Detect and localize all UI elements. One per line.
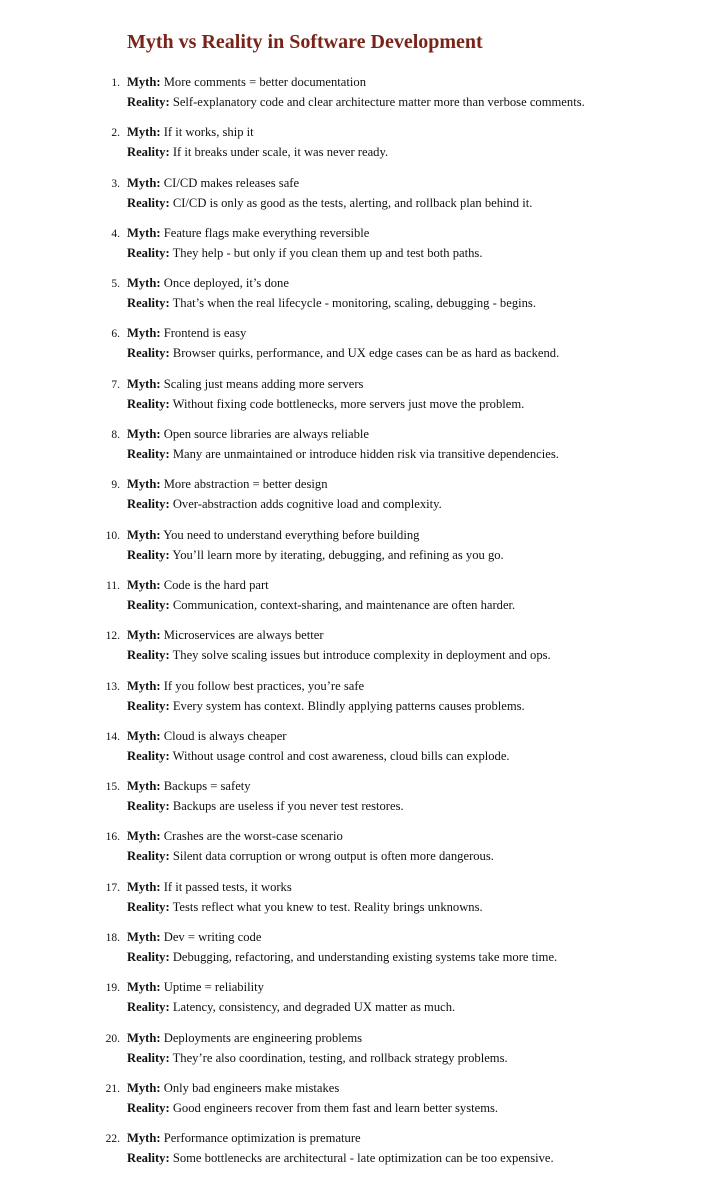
myth-label: Myth: [127,980,161,995]
myth-line [127,625,324,645]
reality-text: Communication, context-sharing, and maintenance are often harder. [172,597,516,612]
reality-line [127,696,525,716]
reality-label: Reality: [127,950,170,965]
reality-line [127,92,585,112]
myth-line [127,977,264,997]
myth-line [127,424,369,444]
myth-text: You need to understand everything before building [163,527,420,542]
myth-text: Scaling just means adding more servers [163,376,364,391]
reality-line [127,494,442,514]
reality-line [127,997,455,1017]
item-number: 3. [111,177,120,190]
myth-text: Crashes are the worst-case scenario [163,829,343,844]
myth-label: Myth: [127,125,161,140]
myth-line [127,1028,362,1048]
myth-line [127,474,328,494]
myth-line [127,72,366,92]
myth-line [127,1128,361,1148]
reality-text: They’re also coordination, testing, and rollback strategy problems. [172,1050,508,1065]
item-number: 12. [105,630,120,643]
reality-text: Without fixing code bottlenecks, more servers just move the problem. [172,396,525,411]
myth-text: Deployments are engineering problems [163,1030,363,1045]
myth-text: Cloud is always cheaper [163,728,287,743]
item-number: 14. [105,730,120,743]
myth-line [127,525,419,545]
myth-text: Open source libraries are always reliable [163,427,369,442]
myth-text: Backups = safety [163,779,251,794]
myth-line [127,374,363,394]
reality-line [127,746,510,766]
reality-label: Reality: [127,447,170,462]
reality-text: They solve scaling issues but introduce complexity in deployment and ops. [172,648,551,663]
myth-label: Myth: [127,1030,161,1045]
reality-line [127,394,524,414]
myth-line [127,122,254,142]
myth-line [127,273,289,293]
myth-label: Myth: [127,427,161,442]
reality-line [127,1098,498,1118]
item-number: 20. [105,1032,120,1045]
myth-label: Myth: [127,527,161,542]
reality-label: Reality: [127,1100,170,1115]
reality-text: Good engineers recover from them fast and learn better systems. [172,1100,499,1115]
myth-label: Myth: [127,879,161,894]
myth-text: Uptime = reliability [163,980,264,995]
reality-label: Reality: [127,396,170,411]
myth-line [127,927,261,947]
reality-label: Reality: [127,296,170,311]
reality-line [127,947,557,967]
reality-text: Tests reflect what you knew to test. Reality brings unknowns. [172,899,483,914]
reality-text: Debugging, refactoring, and understanding existing systems take more time. [172,950,558,965]
reality-text: Silent data corruption or wrong output is often more dangerous. [172,849,494,864]
list-item [0,1077,727,1127]
myth-label: Myth: [127,728,161,743]
reality-line [127,142,388,162]
myth-line [127,826,343,846]
reality-label: Reality: [127,1050,170,1065]
myth-label: Myth: [127,326,161,341]
myth-line [127,173,299,193]
myth-text: More abstraction = better design [163,477,328,492]
reality-text: If it breaks under scale, it was never ready. [172,145,389,160]
reality-text: Over-abstraction adds cognitive load and complexity. [172,497,442,512]
list-item [0,675,727,725]
myth-label: Myth: [127,75,161,89]
reality-label: Reality: [127,1151,170,1166]
myth-text: If you follow best practices, you’re safe [163,678,365,693]
reality-line [127,897,483,917]
list-item [0,172,727,222]
reality-text: That’s when the real lifecycle - monitoring, scaling, debugging - begins. [172,296,536,311]
myth-label: Myth: [127,175,161,190]
reality-line [127,1048,508,1068]
list-item [0,322,727,372]
myth-text: Dev = writing code [163,930,262,945]
myth-label: Myth: [127,225,161,240]
myth-text: Code is the hard part [163,577,269,592]
myth-label: Myth: [127,628,161,643]
myth-label: Myth: [127,477,161,492]
list-item [0,272,727,322]
reality-label: Reality: [127,799,170,814]
reality-text: Every system has context. Blindly applying patterns causes problems. [172,698,525,713]
myth-line [127,323,246,343]
list-item [0,574,727,624]
myth-text: Once deployed, it’s done [163,276,289,291]
item-number: 16. [105,831,120,844]
list-item [0,71,727,121]
myth-text: Only bad engineers make mistakes [163,1080,340,1095]
reality-label: Reality: [127,497,170,512]
reality-line [127,193,532,213]
reality-label: Reality: [127,748,170,763]
myth-line [127,1078,339,1098]
item-number: 15. [105,781,120,794]
reality-label: Reality: [127,346,170,361]
list-item [0,1127,727,1177]
list-item [0,775,727,825]
myth-label: Myth: [127,829,161,844]
myth-line [127,676,364,696]
myth-text: Feature flags make everything reversible [163,225,370,240]
myth-line [127,575,269,595]
reality-line [127,293,536,313]
reality-line [127,796,404,816]
list-item [0,373,727,423]
reality-label: Reality: [127,899,170,914]
reality-label: Reality: [127,648,170,663]
reality-label: Reality: [127,547,170,562]
item-number: 2. [111,127,120,140]
list-item [0,725,727,775]
reality-line [127,846,494,866]
item-number: 18. [105,932,120,945]
list-item [0,473,727,523]
reality-line [127,343,559,363]
list-item [0,423,727,473]
item-number: 11. [106,579,120,592]
reality-label: Reality: [127,95,170,109]
list-item [0,926,727,976]
item-number: 4. [111,227,120,240]
reality-text: Backups are useless if you never test restores. [172,799,404,814]
reality-text: Browser quirks, performance, and UX edge cases can be as hard as backend. [172,346,560,361]
list-item [0,222,727,272]
reality-line [127,595,515,615]
list-item [0,121,727,171]
reality-text: You’ll learn more by iterating, debugging, and refining as you go. [172,547,504,562]
reality-label: Reality: [127,245,170,260]
reality-line [127,545,504,565]
reality-label: Reality: [127,849,170,864]
reality-text: Some bottlenecks are architectural - late optimization can be too expensive. [172,1151,554,1166]
item-number: 19. [105,982,120,995]
item-number: 7. [111,378,120,391]
myth-text: CI/CD makes releases safe [163,175,300,190]
myth-label: Myth: [127,276,161,291]
reality-label: Reality: [127,195,170,210]
myth-label: Myth: [127,779,161,794]
list-item [0,1027,727,1077]
reality-label: Reality: [127,145,170,160]
reality-label: Reality: [127,597,170,612]
myth-reality-list [0,71,727,1178]
myth-line [127,776,251,796]
myth-label: Myth: [127,1080,161,1095]
item-number: 1. [111,77,120,89]
item-number: 6. [111,328,120,341]
item-number: 22. [105,1133,120,1146]
reality-line [127,645,551,665]
myth-text: Microservices are always better [163,628,324,643]
reality-text: Self-explanatory code and clear architecture matter more than verbose comments. [172,95,585,109]
item-number: 13. [105,680,120,693]
myth-text: If it works, ship it [163,125,254,140]
item-number: 10. [105,529,120,542]
item-number: 8. [111,429,120,442]
reality-text: Many are unmaintained or introduce hidden risk via transitive dependencies. [172,447,559,462]
myth-label: Myth: [127,577,161,592]
reality-text: CI/CD is only as good as the tests, alerting, and rollback plan behind it. [172,195,533,210]
item-number: 21. [105,1082,120,1095]
myth-label: Myth: [127,1131,161,1146]
reality-line [127,444,559,464]
myth-label: Myth: [127,678,161,693]
list-item [0,524,727,574]
myth-label: Myth: [127,376,161,391]
page-title: Myth vs Reality in Software Development [127,31,483,53]
list-item [0,876,727,926]
reality-text: Latency, consistency, and degraded UX matter as much. [172,1000,456,1015]
myth-text: More comments = better documentation [163,75,366,89]
list-item [0,976,727,1026]
reality-line [127,1148,554,1168]
item-number: 17. [105,881,120,894]
reality-label: Reality: [127,698,170,713]
item-number: 9. [111,479,120,492]
reality-text: They help - but only if you clean them up and test both paths. [172,245,483,260]
item-number: 5. [111,278,120,291]
myth-text: Frontend is easy [163,326,247,341]
reality-text: Without usage control and cost awareness, cloud bills can explode. [172,748,510,763]
reality-line [127,243,482,263]
list-item [0,624,727,674]
myth-label: Myth: [127,930,161,945]
myth-line [127,223,369,243]
myth-text: Performance optimization is premature [163,1131,361,1146]
reality-label: Reality: [127,1000,170,1015]
myth-line [127,877,292,897]
myth-text: If it passed tests, it works [163,879,292,894]
myth-line [127,726,287,746]
list-item [0,825,727,875]
